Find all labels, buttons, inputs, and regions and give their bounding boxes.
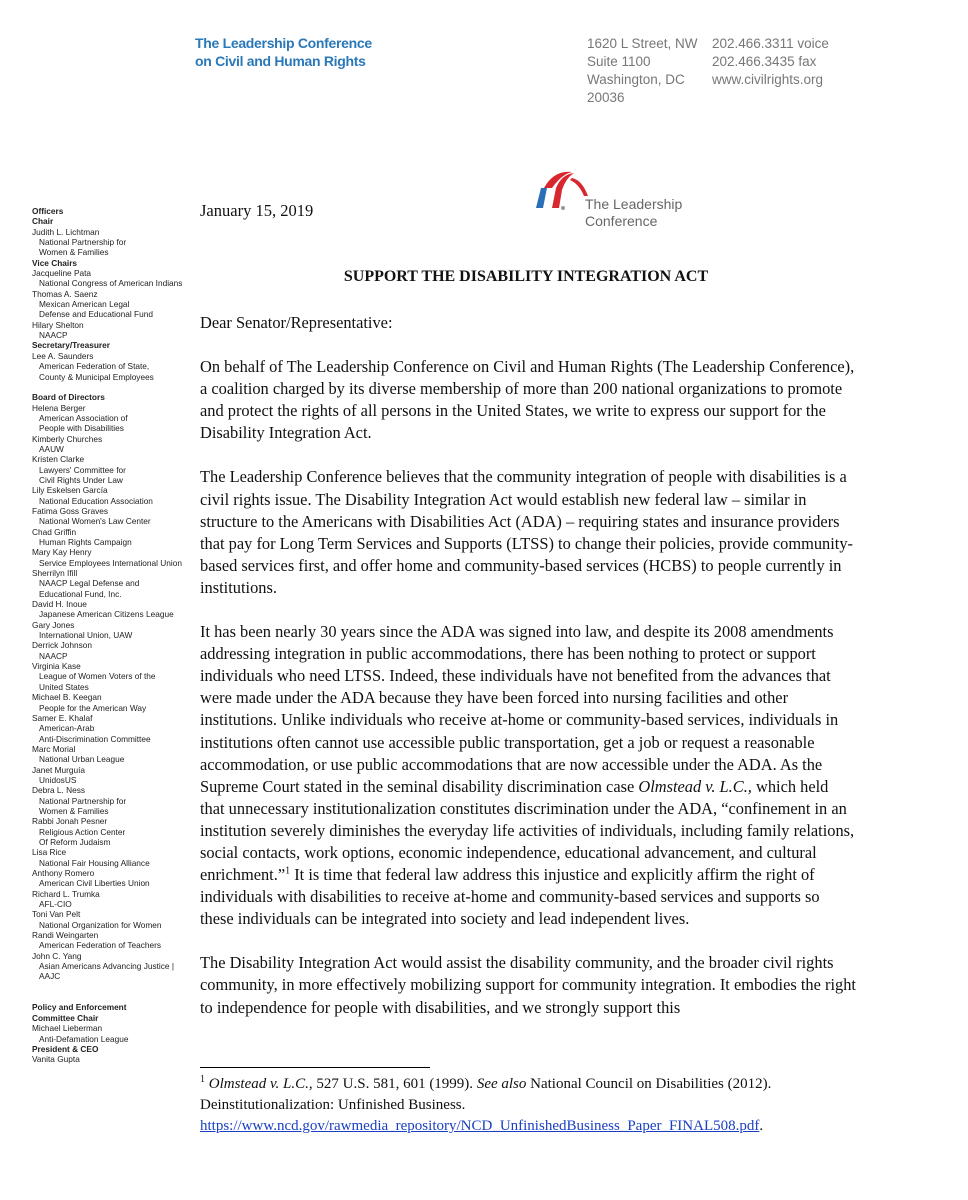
sidebar-organization: Educational Fund, Inc. [39,588,122,599]
sidebar-person: Richard L. Trumka [32,888,100,899]
sidebar-organization: Service Employees International Union [39,557,182,568]
sidebar-organization: AAJC [39,971,61,982]
sidebar-heading: President & CEO [32,1043,99,1054]
address-block [587,35,698,107]
letter-body [200,312,856,1041]
website: www.civilrights.org [712,72,824,87]
sidebar-person: Samer E. Khalaf [32,712,93,723]
sidebar-organization: Civil Rights Under Law [39,474,123,485]
sidebar-person: Michael Lieberman [32,1023,103,1034]
footnote-divider [200,1067,430,1068]
letter-title: SUPPORT THE DISABILITY INTEGRATION ACT [343,268,709,285]
sidebar-organization: County & Municipal Employees [39,371,154,382]
logo-text [585,196,682,230]
sidebar-person: Gary Jones [32,619,75,630]
paragraph-1: On behalf of The Leadership Conference on Civil and Human Rights (The Leadership Conference), a coalition charged by its diverse membership of more than 200 national organizations to promote and protect the rights of all persons in the United States, we write to express our support for the Disability Integration Act. [200,357,855,443]
sidebar-organization: National Congress of American Indians [39,278,183,289]
officers-sidebar [32,206,182,1065]
sidebar-organization: Women & Families [39,247,109,258]
sidebar-organization: American Federation of Teachers [39,940,162,951]
sidebar-organization: NAACP Legal Defense and [39,578,140,589]
sidebar-organization: Anti-Discrimination Committee [39,733,151,744]
sidebar-person: Lee A. Saunders [32,350,94,361]
sidebar-person: Rabbi Jonah Pesner [32,816,108,827]
sidebar-spacer [32,382,182,392]
sidebar-person: Fatima Goss Graves [32,505,109,516]
sidebar-organization: National Fair Housing Alliance [39,857,150,868]
sidebar-organization: AFL-CIO [39,899,72,910]
sidebar-person: Virginia Kase [32,661,81,672]
sidebar-organization: International Union, UAW [39,630,133,641]
sidebar-person: Lisa Rice [32,847,67,858]
org-name [195,34,372,70]
sidebar-organization: UnidosUS [39,774,77,785]
sidebar-person: Vanita Gupta [32,1054,80,1065]
sidebar-organization: Japanese American Citizens League [39,609,174,620]
logo-text-line: The Leadership [585,196,683,212]
sidebar-organization: Of Reform Judaism [39,836,111,847]
sidebar-organization: Defense and Educational Fund [39,309,153,320]
sidebar-organization: People for the American Way [39,702,147,713]
sidebar-organization: Anti-Defamation League [39,1033,129,1044]
org-name-line2: on Civil and Human Rights [195,53,366,69]
sidebar-person: Kristen Clarke [32,454,85,465]
sidebar-organization: National Organization for Women [39,919,162,930]
sidebar-person: Jacqueline Pata [32,268,92,279]
sidebar-organization: Human Rights Campaign [39,537,132,547]
sidebar-organization: Lawyers' Committee for [39,464,126,475]
sidebar-organization: American Federation of State, [39,361,150,372]
contact-block [712,35,829,89]
sidebar-heading: Secretary/Treasurer [32,340,110,351]
letter-date: January 15, 2019 [200,201,314,220]
sidebar-person: Chad Griffin [32,526,77,537]
phone: 202.466.3311 voice [712,36,829,51]
paragraph-2: The Leadership Conference believes that the community integration of people with disabilities is a civil rights issue. The Disability Integration Act would establish new federal law – similar in structure to the Americans with Disabilities Act (ADA) – requiring states and insurance providers that pay for Long Term Services and Supports (LTSS) to change their policies, provide community-based services first, and offer home and community-based services (HCBS) to people currently in institutions. [200,467,853,597]
text: It is time that federal law address this injustice and explicitly affirm the right of individuals with disabilities to receive at-home and community-based services and supports so these individuals can be integrated into society and lead independent lives. [200,865,820,929]
sidebar-person: Sherrilyn Ifill [32,568,78,579]
sidebar-organization: NAACP [39,650,68,661]
sidebar-person: Judith L. Lichtman [32,226,100,237]
sidebar-person: Randi Weingarten [32,930,99,941]
logo-text-line: Conference [585,213,658,229]
sidebar-spacer [32,992,182,1002]
sidebar-person: Helena Berger [32,402,86,413]
footnote-text: National Council on Disabilities (2012). Deinstitutionalization: Unfinished Business. [200,1076,772,1113]
sidebar-heading: Board of Directors [32,392,105,403]
sidebar-heading: Policy and Enforcement [32,1002,127,1013]
sidebar-spacer [32,982,182,992]
sidebar-heading: Committee Chair [32,1012,99,1023]
sidebar-organization: People with Disabilities [39,423,124,434]
text: It has been nearly 30 years since the ADA was signed into law, and despite its 2008 amendments addressing integration in public accommodations, there has been nothing to protect or support individuals who need LTSS. Indeed, these individuals have not benefited from the advances that were made under the ADA because they have been forced into nursing facilities and other institutions. Unlike individuals who receive at-home or community-based services, individuals in institutions often cannot use accessible public transportation, get a job or request a reasonable accommodation, or use public accommodations that are now accessible under the ADA. As the Supreme Court stated in the seminal disability discrimination case [200,622,839,796]
org-name-line1: The Leadership Conference [195,35,372,51]
sidebar-person: Debra L. Ness [32,785,86,796]
sidebar-person: Mary Kay Henry [32,547,92,558]
sidebar-person: Toni Van Pelt [32,909,81,920]
sidebar-person: Hilary Shelton [32,319,84,330]
address-line: Washington, DC [587,72,685,87]
sidebar-heading: Vice Chairs [32,257,78,268]
salutation: Dear Senator/Representative: [200,313,393,332]
sidebar-organization: National Education Association [39,495,153,506]
sidebar-organization: Women & Families [39,805,109,816]
sidebar-organization: National Urban League [39,754,125,765]
sidebar-person: Derrick Johnson [32,640,92,651]
sidebar-person: Thomas A. Saenz [32,288,98,299]
sidebar-organization: National Women's Law Center [39,516,151,527]
sidebar-organization: Religious Action Center [39,826,126,837]
paragraph-3 [200,621,856,930]
fax: 202.466.3435 fax [712,54,817,69]
sidebar-organization: National Partnership for [39,237,127,248]
footnote-end: . [759,1118,764,1134]
sidebar-organization: League of Women Voters of the [39,671,156,682]
sidebar-organization: Asian Americans Advancing Justice | [39,961,174,972]
footnote-ref[interactable]: 1 [285,865,291,877]
sidebar-person: Michael B. Keegan [32,692,102,703]
address-line: 1620 L Street, NW [587,36,698,51]
sidebar-person: John C. Yang [32,950,82,961]
footnote-case: Olmstead v. L.C. [208,1076,309,1092]
sidebar-person: Lily Eskelsen García [32,485,108,496]
sidebar-person: Janet Murguía [32,764,86,775]
footnote-number: 1 [200,1074,205,1085]
sidebar-organization: American Civil Liberties Union [39,878,150,889]
paragraph-4: The Disability Integration Act would assist the disability community, and the broader civil rights community, in more effectively mobilizing support for community integration. It embodies the right to independence for people with disabilities, and we strongly support this [200,953,856,1017]
case-name: Olmstead v. L.C., [638,776,752,796]
address-line: Suite 1100 [587,54,651,69]
sidebar-organization: Mexican American Legal [39,299,130,310]
sidebar-organization: National Partnership for [39,795,127,806]
address-line: 20036 [587,90,625,105]
sidebar-organization: American-Arab [39,723,95,734]
sidebar-organization: AAUW [39,443,64,454]
sidebar-person: Anthony Romero [32,868,95,878]
footnote-cite: , 527 U.S. 581, 601 (1999). [308,1076,477,1092]
sidebar-organization: United States [39,681,89,692]
sidebar-heading: Officers [32,206,64,216]
sidebar-heading: Chair [32,216,54,227]
sidebar-person: David H. Inoue [32,599,87,610]
footnote-see-also: See also [476,1076,527,1092]
text: which held that unnecessary institutionalization constitutes discrimination under the ADA, “confinement in an institution severely diminishes the everyday life activities of individuals, including family relations, social contacts, work options, economic independence, educational advancement, and cultural enrichment.” [200,776,855,885]
sidebar-person: Marc Morial [32,743,76,754]
sidebar-organization: NAACP [39,330,68,341]
footnote-link[interactable]: https://www.ncd.gov/rawmedia_repository/NCD_UnfinishedBusiness_Paper_FINAL508.pdf [200,1118,760,1134]
sidebar-person: Kimberly Churches [32,433,103,444]
footnote [200,1074,860,1137]
sidebar-organization: American Association of [39,412,128,423]
